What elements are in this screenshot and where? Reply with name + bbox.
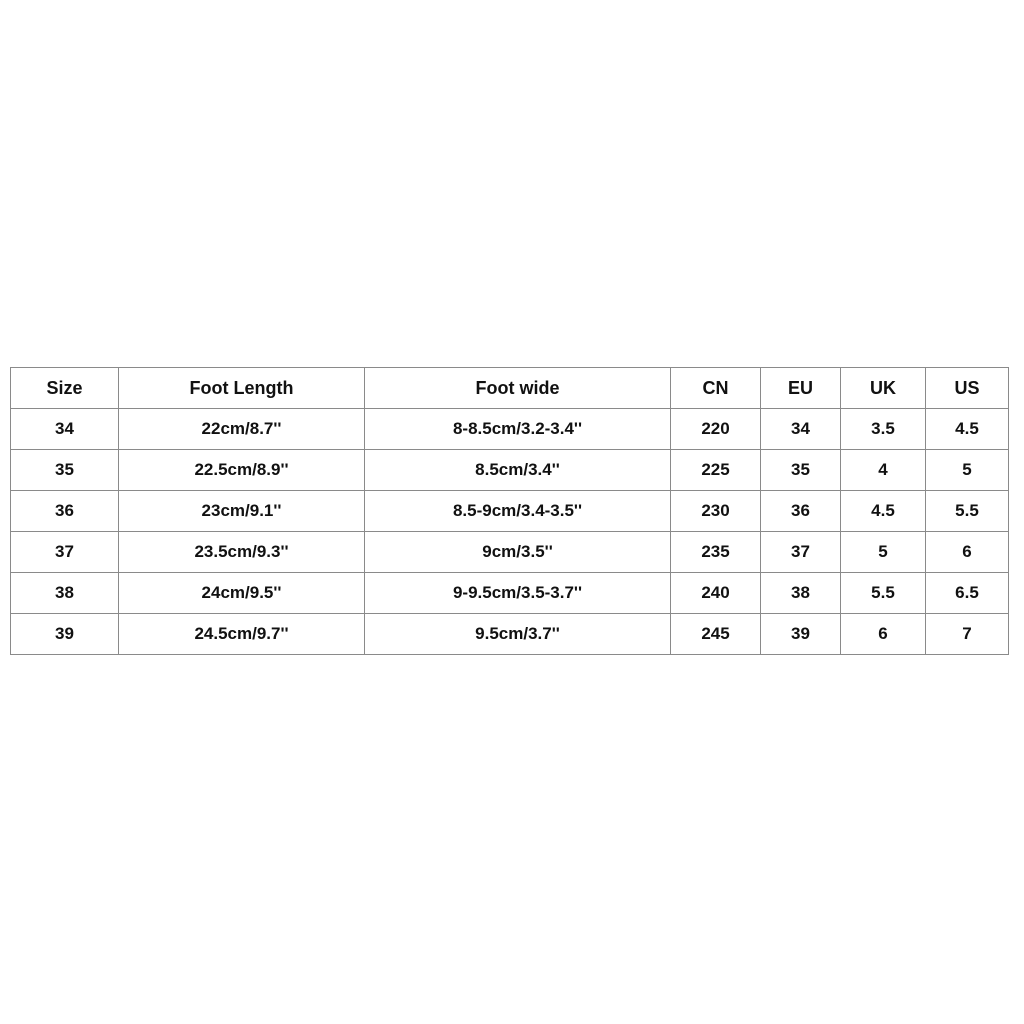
cell-uk: 4 bbox=[841, 450, 926, 491]
cell-foot-wide: 8.5cm/3.4'' bbox=[365, 450, 671, 491]
cell-eu: 36 bbox=[761, 491, 841, 532]
header-us: US bbox=[926, 368, 1009, 409]
header-foot-wide: Foot wide bbox=[365, 368, 671, 409]
cell-size: 37 bbox=[11, 532, 119, 573]
cell-us: 5 bbox=[926, 450, 1009, 491]
header-size: Size bbox=[11, 368, 119, 409]
cell-size: 36 bbox=[11, 491, 119, 532]
cell-cn: 245 bbox=[671, 614, 761, 655]
cell-foot-length: 23.5cm/9.3'' bbox=[119, 532, 365, 573]
cell-eu: 37 bbox=[761, 532, 841, 573]
table-row bbox=[11, 614, 1009, 655]
cell-us: 5.5 bbox=[926, 491, 1009, 532]
cell-eu: 35 bbox=[761, 450, 841, 491]
table-row bbox=[11, 409, 1009, 450]
cell-eu: 34 bbox=[761, 409, 841, 450]
cell-foot-wide: 8-8.5cm/3.2-3.4'' bbox=[365, 409, 671, 450]
cell-eu: 38 bbox=[761, 573, 841, 614]
header-row bbox=[11, 368, 1009, 409]
header-eu: EU bbox=[761, 368, 841, 409]
cell-size: 34 bbox=[11, 409, 119, 450]
table-row bbox=[11, 450, 1009, 491]
cell-foot-wide: 9cm/3.5'' bbox=[365, 532, 671, 573]
cell-us: 7 bbox=[926, 614, 1009, 655]
cell-foot-length: 24cm/9.5'' bbox=[119, 573, 365, 614]
cell-cn: 235 bbox=[671, 532, 761, 573]
cell-uk: 5.5 bbox=[841, 573, 926, 614]
cell-cn: 240 bbox=[671, 573, 761, 614]
size-chart-table bbox=[10, 367, 1009, 655]
cell-us: 6.5 bbox=[926, 573, 1009, 614]
cell-foot-length: 24.5cm/9.7'' bbox=[119, 614, 365, 655]
cell-size: 38 bbox=[11, 573, 119, 614]
cell-foot-length: 23cm/9.1'' bbox=[119, 491, 365, 532]
table-row bbox=[11, 573, 1009, 614]
cell-foot-wide: 8.5-9cm/3.4-3.5'' bbox=[365, 491, 671, 532]
cell-uk: 5 bbox=[841, 532, 926, 573]
cell-size: 35 bbox=[11, 450, 119, 491]
cell-us: 4.5 bbox=[926, 409, 1009, 450]
cell-foot-wide: 9.5cm/3.7'' bbox=[365, 614, 671, 655]
cell-foot-length: 22cm/8.7'' bbox=[119, 409, 365, 450]
table-row bbox=[11, 491, 1009, 532]
cell-size: 39 bbox=[11, 614, 119, 655]
cell-us: 6 bbox=[926, 532, 1009, 573]
cell-foot-wide: 9-9.5cm/3.5-3.7'' bbox=[365, 573, 671, 614]
header-foot-length: Foot Length bbox=[119, 368, 365, 409]
header-cn: CN bbox=[671, 368, 761, 409]
cell-cn: 230 bbox=[671, 491, 761, 532]
cell-cn: 225 bbox=[671, 450, 761, 491]
table-row bbox=[11, 532, 1009, 573]
cell-uk: 6 bbox=[841, 614, 926, 655]
cell-uk: 3.5 bbox=[841, 409, 926, 450]
cell-cn: 220 bbox=[671, 409, 761, 450]
cell-eu: 39 bbox=[761, 614, 841, 655]
header-uk: UK bbox=[841, 368, 926, 409]
cell-foot-length: 22.5cm/8.9'' bbox=[119, 450, 365, 491]
cell-uk: 4.5 bbox=[841, 491, 926, 532]
